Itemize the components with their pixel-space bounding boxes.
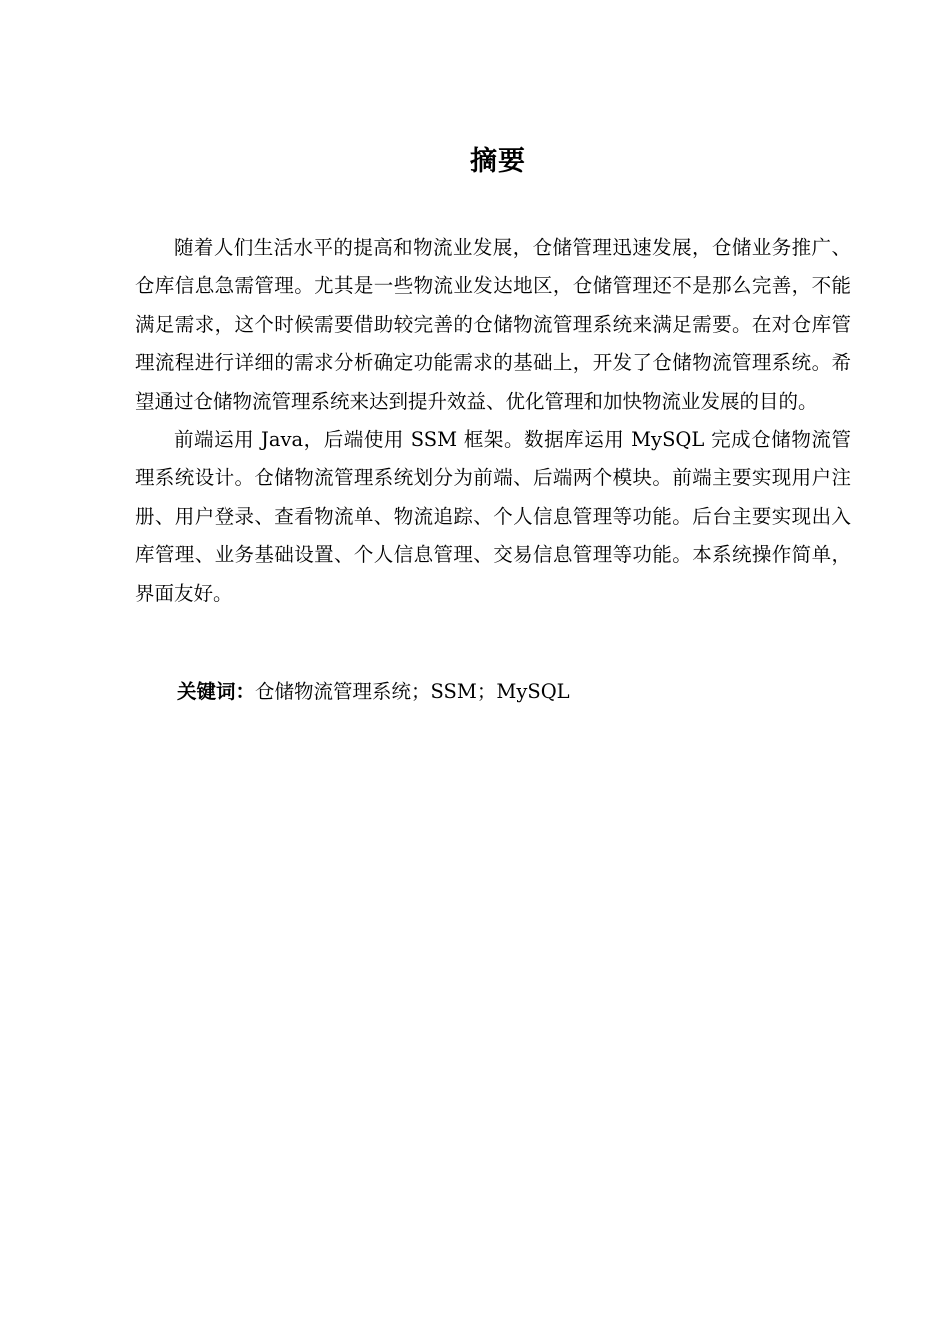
- abstract-body: [135, 229, 851, 613]
- abstract-paragraph-2: 前端运用 Java，后端使用 SSM 框架。数据库运用 MySQL 完成仓储物流管理系统设计。仓储物流管理系统划分为前端、后端两个模块。前端主要实现用户注册、用户登录、查看物流单、物流追踪、个人信息管理等功能。后台主要实现出入库管理、业务基础设置、个人信息管理、交易信息管理等功能。本系统操作简单，界面友好。: [135, 428, 851, 605]
- abstract-paragraph-1: 随着人们生活水平的提高和物流业发展，仓储管理迅速发展，仓储业务推广、仓库信息急需管理。尤其是一些物流业发达地区，仓储管理还不是那么完善，不能满足需求，这个时候需要借助较完善的仓储物流管理系统来满足需要。在对仓库管理流程进行详细的需求分析确定功能需求的基础上，开发了仓储物流管理系统。希望通过仓储物流管理系统来达到提升效益、优化管理和加快物流业发展的目的。: [135, 236, 851, 413]
- keywords-label: 关键词：: [177, 680, 256, 703]
- keywords-line: [177, 673, 857, 711]
- abstract-title: 摘要: [470, 146, 526, 177]
- keywords-text: 仓储物流管理系统；SSM；MySQL: [255, 680, 570, 703]
